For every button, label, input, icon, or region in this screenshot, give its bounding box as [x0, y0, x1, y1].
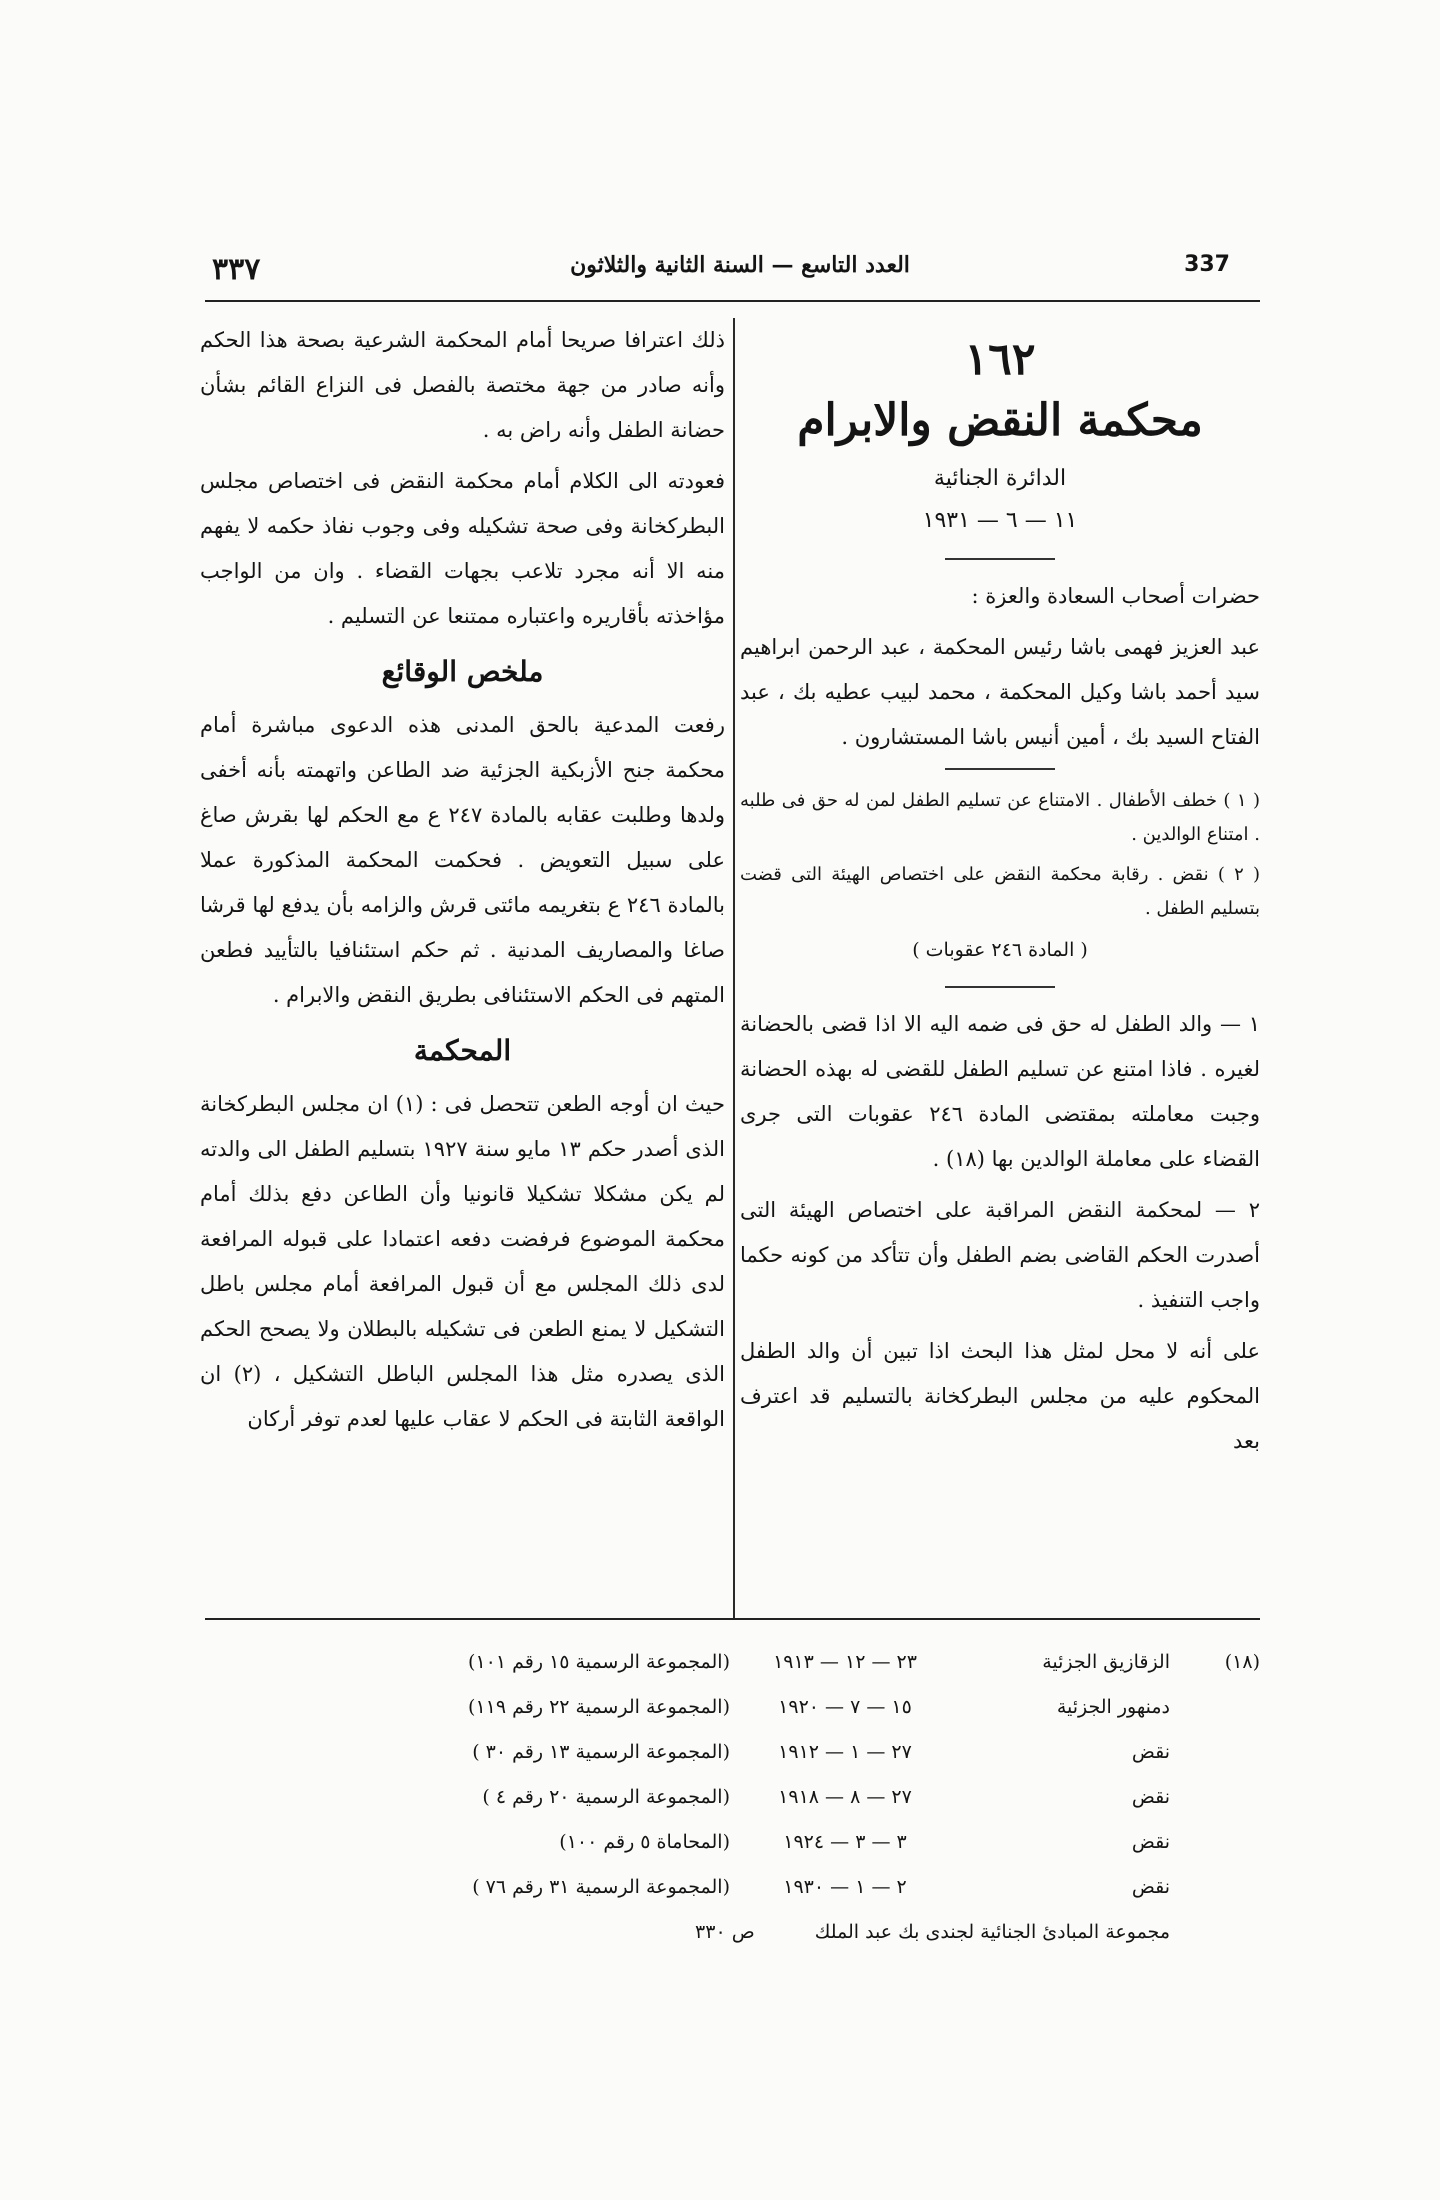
- footnote-ref: (المجموعة الرسمية ١٥ رقم ١٠١): [468, 1651, 730, 1673]
- principle-3: على أنه لا محل لمثل هذا البحث اذا تبين أن والد الطفل المحكوم عليه من مجلس البطركخانة بالتسليم قد اعترف بعد: [740, 1339, 1260, 1453]
- footnote-source: [220, 1910, 1260, 1955]
- footnote-rule: [205, 1618, 1260, 1620]
- footnote-court: نقض: [1131, 1786, 1170, 1808]
- principle-2: ٢ — لمحكمة النقض المراقبة على اختصاص الهيئة التى أصدرت الحكم القاضى بضم الطفل وأن تتأكد من كونه حكما واجب التنفيذ .: [740, 1198, 1260, 1312]
- left-column: [200, 318, 725, 1620]
- paragraph: فعودته الى الكلام أمام محكمة النقض فى اختصاص مجلس البطركخانة وفى صحة تشكيله وفى وجوب نفاذ حكمه لا يفهم منه الا أنه مجرد تلاعب بجهات القضاء . وان من الواجب مؤاخذته بأقاريره واعتباره ممتنعا عن التسليم .: [200, 469, 725, 628]
- reasons-paragraph: حيث ان أوجه الطعن تتحصل فى : (١) ان مجلس البطركخانة الذى أصدر حكم ١٣ مايو سنة ١٩٢٧ بتسليم الطفل الى والدته لم يكن مشكلا تشكيلا قانونيا وأن الطاعن دفع بذلك أمام محكمة الموضوع فرفضت دفعه اعتمادا على قبوله المرافعة لدى ذلك المجلس مع أن قبول المرافعة أمام مجلس باطل التشكيل لا يمنع الطعن فى تشكيله بالبطلان ولا يصحح الحكم الذى يصدره مثل هذا المجلس الباطل التشكيل ، (٢) ان الواقعة الثابتة فى الحكم لا عقاب عليها لعدم توفر أركان: [200, 1092, 726, 1431]
- footnote-row: [220, 1730, 1260, 1775]
- footnote-ref: (المجموعة الرسمية ١٣ رقم ٣٠ ): [472, 1741, 730, 1763]
- headnote-1: ( ١ ) خطف الأطفال . الامتناع عن تسليم الطفل لمن له حق فى طلبه . امتناع الوالدين .: [740, 790, 1260, 845]
- footnote-date: ٢ — ١ — ١٩٣٠: [783, 1876, 907, 1898]
- footnote-date: ٢٧ — ١ — ١٩١٢: [778, 1741, 912, 1763]
- footnote-date: ٣ — ٣ — ١٩٢٤: [783, 1831, 907, 1853]
- footnote-court: نقض: [1131, 1741, 1170, 1763]
- footnote-row: [220, 1775, 1260, 1820]
- headnote-article: ( المادة ٢٤٦ عقوبات ): [912, 939, 1088, 961]
- footnote-date: ٢٧ — ٨ — ١٩١٨: [778, 1786, 912, 1808]
- footnote-ref: (المحاماة ٥ رقم ١٠٠): [559, 1831, 730, 1853]
- principle-1: ١ — والد الطفل له حق فى ضمه اليه الا اذا قضى بالحضانة لغيره . فاذا امتنع عن تسليم الطفل للقضى له بهذه الحضانة وجبت معاملته بمقتضى المادة ٢٤٦ عقوبات التى جرى القضاء على معاملة الوالدين بها (١٨) .: [740, 1012, 1260, 1171]
- footnote-row: [220, 1865, 1260, 1910]
- footnote-date: ٢٣ — ١٢ — ١٩١٣: [773, 1651, 917, 1673]
- footnote-court: نقض: [1131, 1876, 1170, 1898]
- page-number-latin: 337: [1184, 252, 1230, 277]
- section-rule: [945, 558, 1055, 560]
- footnote-source-page: ص ٣٣٠: [695, 1921, 755, 1943]
- footnote-court: الزقازيق الجزئية: [1042, 1651, 1170, 1673]
- footnote-source-title: مجموعة المبادئ الجنائية لجندى بك عبد الملك: [814, 1921, 1170, 1943]
- issue-header: العدد التاسع — السنة الثانية والثلاثون: [570, 252, 910, 278]
- footnote-court: دمنهور الجزئية: [1056, 1696, 1170, 1718]
- court-heading: المحكمة: [413, 1034, 512, 1067]
- footnote-label: (١٨): [1224, 1651, 1260, 1673]
- column-divider: [733, 318, 735, 1618]
- salutation: حضرات أصحاب السعادة والعزة :: [971, 584, 1260, 608]
- judges-list: عبد العزيز فهمى باشا رئيس المحكمة ، عبد الرحمن ابراهيم سيد أحمد باشا وكيل المحكمة ، محمد لبيب عطيه بك ، عبد الفتاح السيد بك ، أمين أنيس باشا المستشارون .: [740, 635, 1260, 749]
- facts-paragraph: رفعت المدعية بالحق المدنى هذه الدعوى مباشرة أمام محكمة جنح الأزبكية الجزئية ضد الطاعن واتهمته بأنه أخفى ولدها وطلبت عقابه بالمادة ٢٤٧ ع مع الحكم لها بقرش صاغ على سبيل التعويض . فحكمت المحكمة المذكورة عملا بالمادة ٢٤٦ ع بتغريمه مائتى قرش والزامه بأن يدفع لها قرشا صاغا والمصاريف المدنية . ثم حكم استئنافيا بالتأييد فطعن المتهم فى الحكم الاستئنافى بطريق النقض والابرام .: [200, 713, 725, 1007]
- footnote-row: [220, 1820, 1260, 1865]
- judgment-date: ١١ — ٦ — ١٩٣١: [922, 508, 1078, 533]
- footnote-row: [220, 1640, 1260, 1685]
- chamber-name: الدائرة الجنائية: [933, 466, 1067, 491]
- headnote-2: ( ٢ ) نقض . رقابة محكمة النقض على اختصاص الهيئة التى قضت بتسليم الطفل .: [740, 864, 1260, 919]
- footnote-court: نقض: [1131, 1831, 1170, 1853]
- facts-heading: ملخص الوقائع: [381, 655, 544, 688]
- footnote-ref: (المجموعة الرسمية ٢٠ رقم ٤ ): [482, 1786, 730, 1808]
- footnote-ref: (المجموعة الرسمية ٢٢ رقم ١١٩): [468, 1696, 730, 1718]
- right-column: [740, 318, 1260, 1620]
- court-title: محكمة النقض والابرام: [797, 395, 1203, 446]
- footnote-row: [220, 1685, 1260, 1730]
- page-number-arabic: ٣٣٧: [212, 252, 261, 287]
- section-rule: [945, 768, 1055, 770]
- footnote-ref: (المجموعة الرسمية ٣١ رقم ٧٦ ): [472, 1876, 730, 1898]
- continuation-paragraph: ذلك اعترافا صريحا أمام المحكمة الشرعية بصحة هذا الحكم وأنه صادر من جهة مختصة بالفصل فى النزاع القائم بشأن حضانة الطفل وأنه راض به .: [200, 328, 725, 442]
- footnotes: [220, 1640, 1260, 1955]
- case-number: ١٦٢: [964, 334, 1036, 385]
- header-rule: [205, 300, 1260, 302]
- section-rule: [945, 986, 1055, 988]
- footnote-date: ١٥ — ٧ — ١٩٢٠: [778, 1696, 912, 1718]
